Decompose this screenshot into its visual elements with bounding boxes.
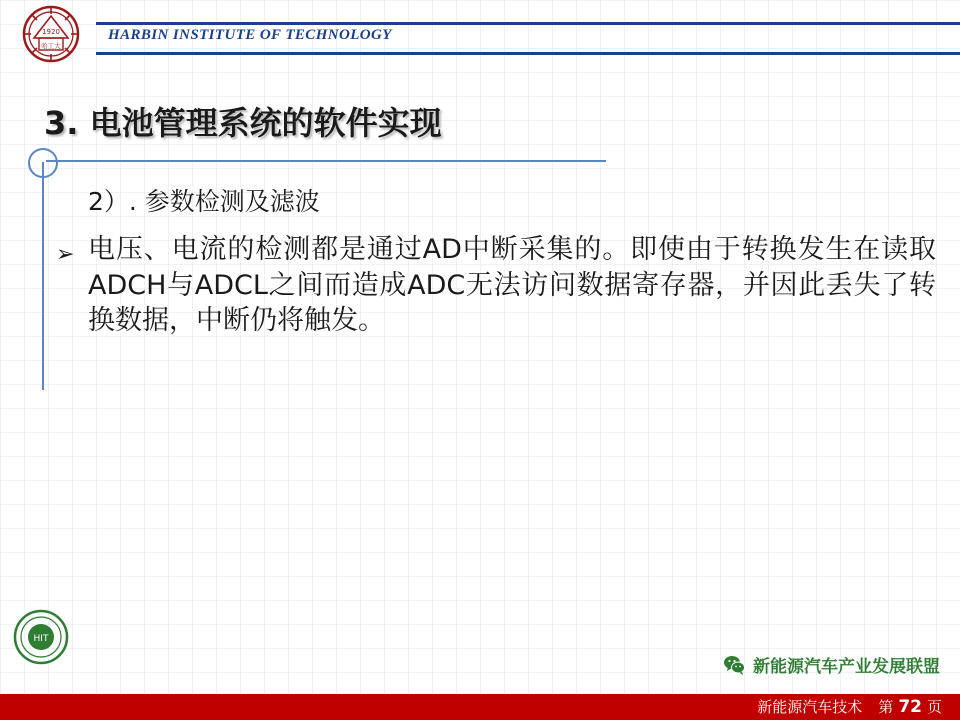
page-prefix: 第 (878, 698, 894, 716)
svg-text:哈工大: 哈工大 (41, 42, 61, 50)
bullet-paragraph: 电压、电流的检测都是通过AD中断采集的。即使由于转换发生在读取ADCH与ADCL之间而造成ADC无法访问数据寄存器，并因此丢失了转换数据，中断仍将触发。 (88, 234, 936, 337)
page-number: 72 (898, 697, 922, 717)
svg-text:HIT: HIT (33, 634, 49, 644)
wechat-icon (723, 654, 745, 676)
footer-course-name: 新能源汽车技术 (757, 698, 863, 716)
section-subtitle: 2）. 参数检测及滤波 (88, 187, 320, 216)
footer-institution-logo-icon (12, 608, 70, 666)
left-vertical-rule (42, 162, 44, 390)
footer-page-indicator (878, 696, 942, 717)
footer-bar (0, 694, 960, 720)
hit-crest-icon (14, 4, 88, 68)
wechat-account-name: 新能源汽车产业发展联盟 (753, 657, 940, 677)
page-suffix: 页 (926, 698, 942, 716)
footer-bar-content (757, 696, 942, 717)
bullet-arrow-icon: ➢ (56, 242, 75, 267)
wechat-credit (723, 652, 940, 677)
page-title: 3. 电池管理系统的软件实现 (44, 104, 442, 142)
title-underline (46, 160, 606, 162)
header-rule-bottom (96, 52, 960, 55)
bullet-item (56, 232, 936, 339)
institution-name: HARBIN INSTITUTE OF TECHNOLOGY (108, 27, 392, 43)
slide-header (0, 0, 960, 58)
svg-text:1920: 1920 (42, 28, 60, 36)
header-rule-top (96, 22, 960, 25)
